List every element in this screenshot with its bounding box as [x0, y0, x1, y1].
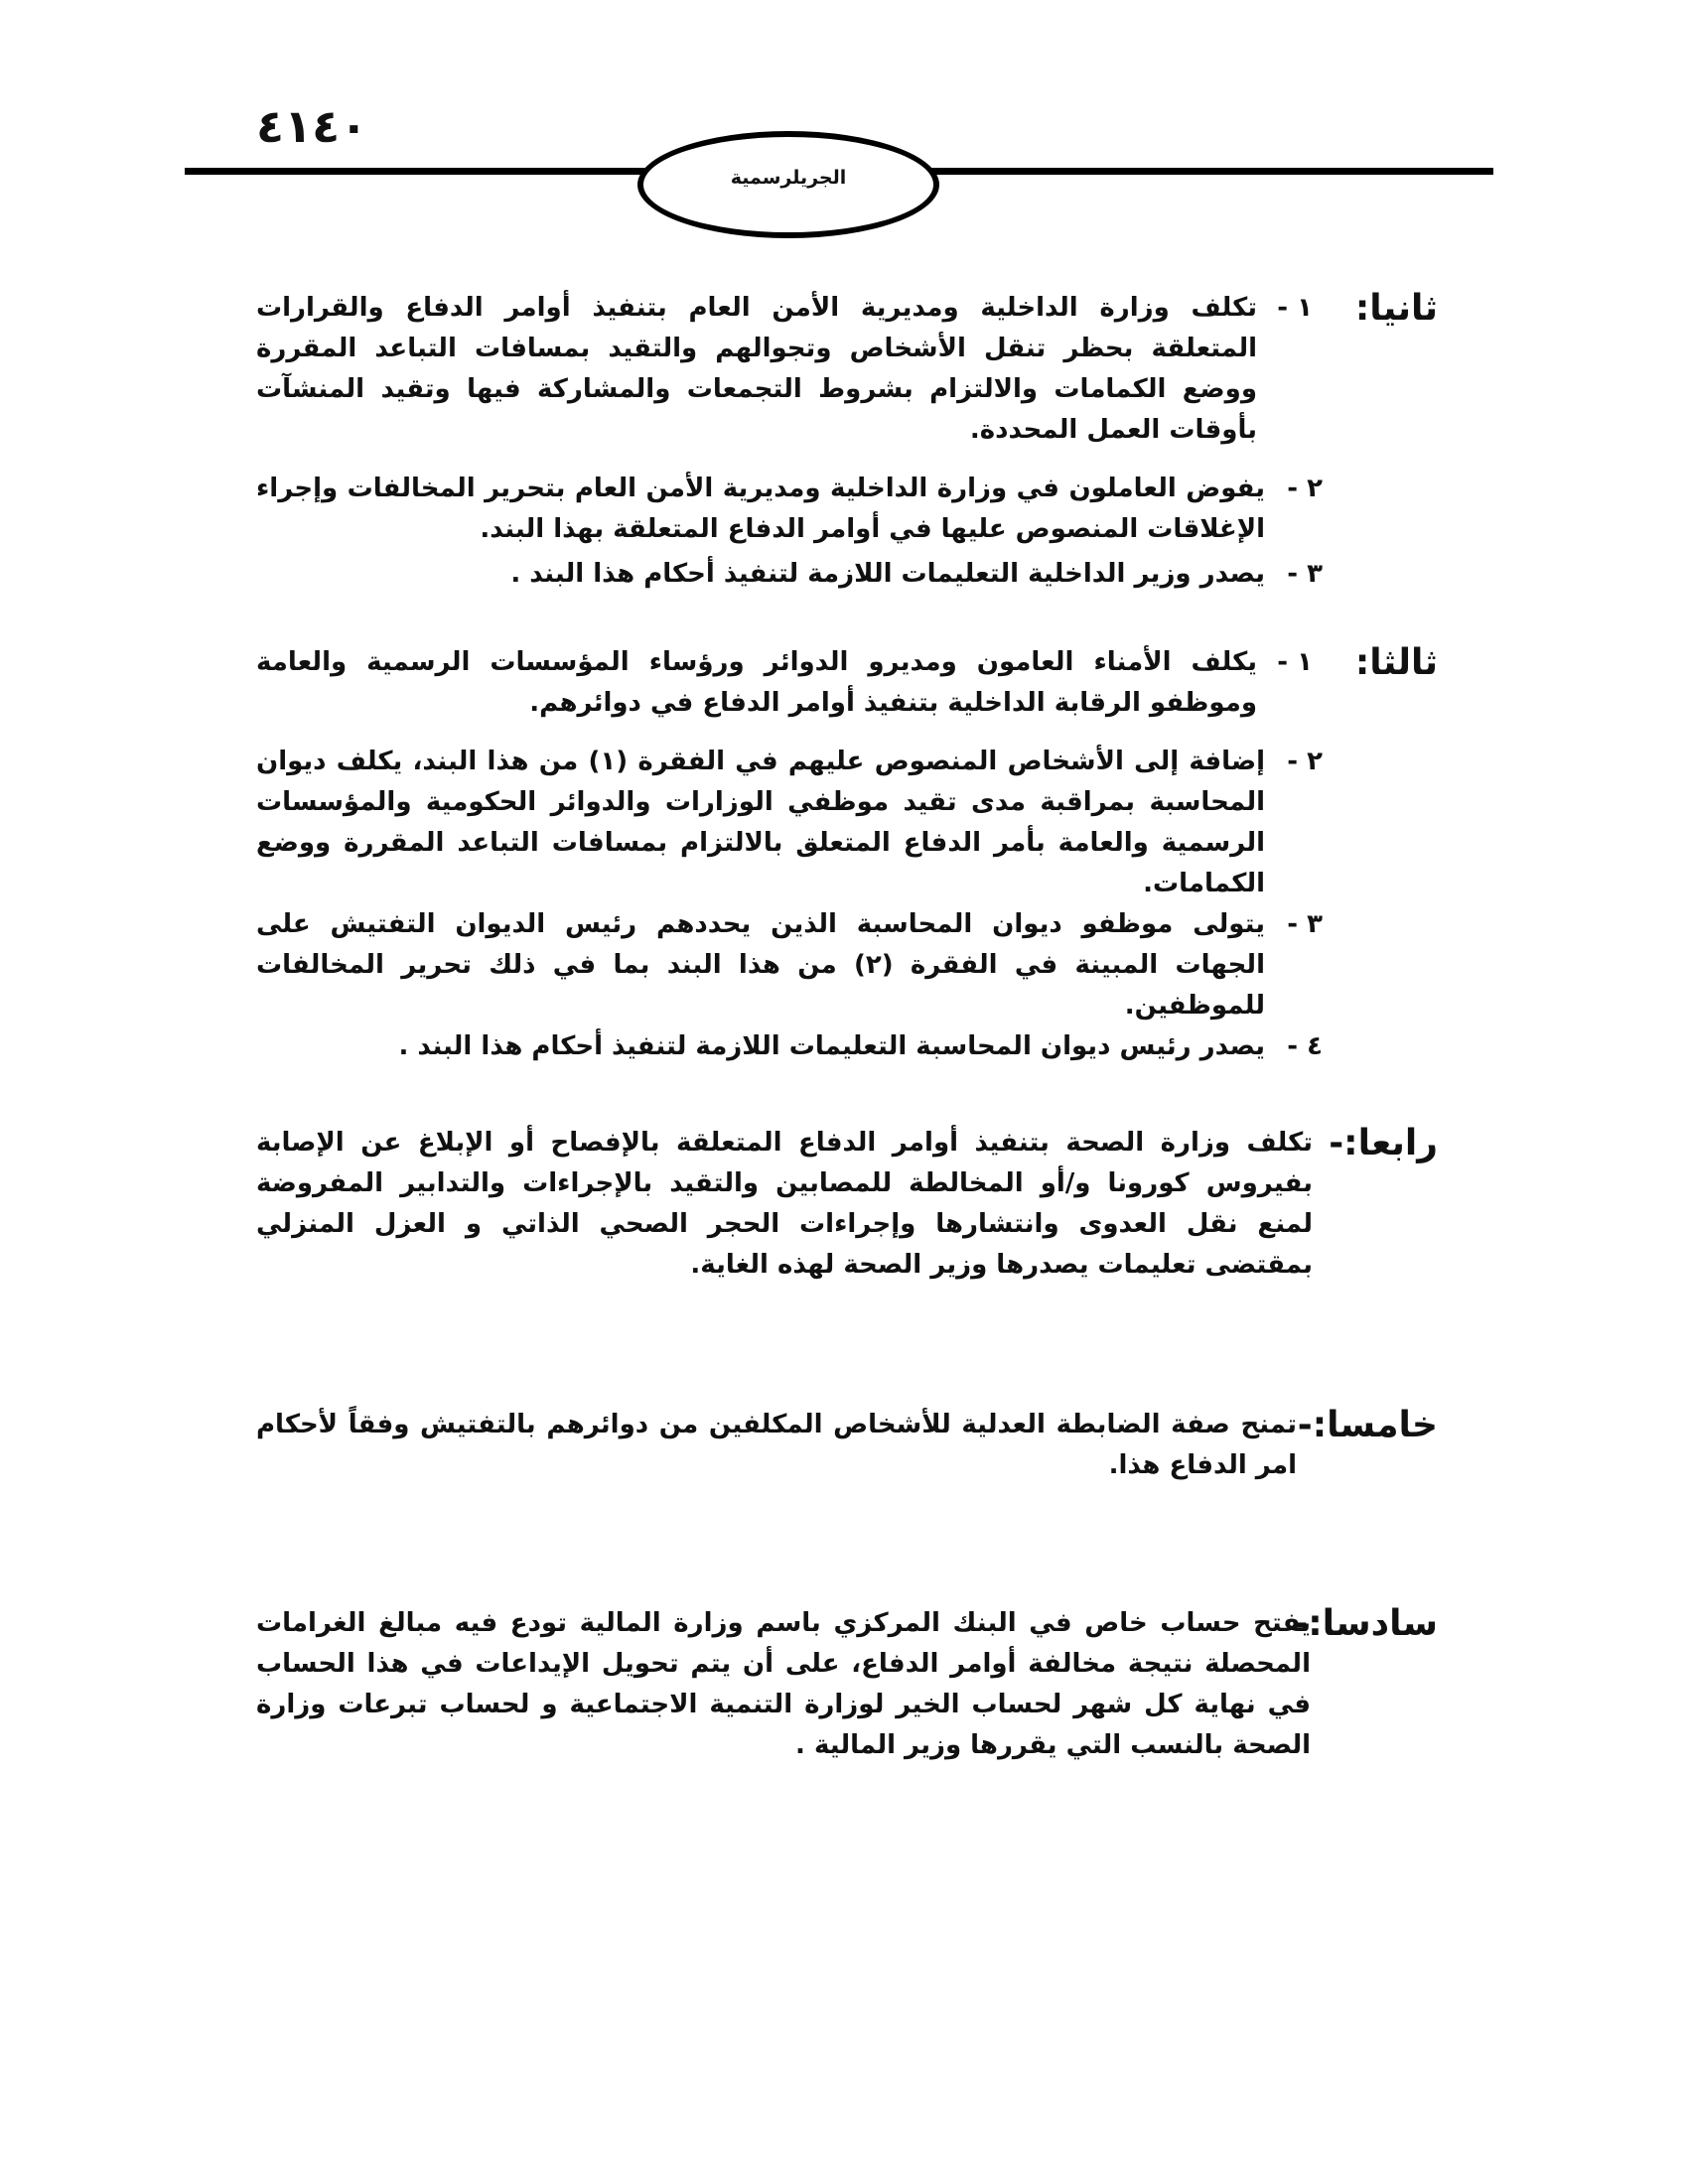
item-number: ١ -: [1277, 293, 1313, 323]
list-item: [256, 554, 1323, 595]
item-text: يفوض العاملون في وزارة الداخلية ومديرية الأمن العام بتحرير المخالفات وإجراء الإغلاقات المنصوص عليها في أوامر الدفاع المتعلقة بهذا البند.: [256, 474, 1265, 544]
article-second: [256, 288, 1438, 451]
article-second-items: [256, 469, 1323, 595]
gazette-title-oval: [637, 131, 939, 238]
article-fifth-text: تمنح صفة الضابطة العدلية للأشخاص المكلفين من دوائرهم بالتفتيش وفقاً لأحكام امر الدفاع هذا.: [256, 1410, 1297, 1480]
gazette-title: الجريلرسمية: [730, 167, 847, 189]
list-item: [256, 742, 1323, 904]
page-number: ٤١٤٠: [256, 99, 368, 153]
item-text: يتولى موظفو ديوان المحاسبة الذين يحددهم رئيس الديوان التفتيش على الجهات المبينة في الفقرة (٢) من هذا البند بما في ذلك تحرير المخالفات للموظفين.: [256, 909, 1265, 1021]
article-second-label: ثانيا:: [1354, 288, 1438, 329]
item-number: ٣ -: [1287, 909, 1323, 939]
item-number: ٤ -: [1287, 1031, 1323, 1061]
article-sixth: [256, 1603, 1438, 1766]
item-number: ٢ -: [1287, 747, 1323, 776]
item-text: يكلف الأمناء العامون ومديرو الدوائر ورؤساء المؤسسات الرسمية والعامة وموظفو الرقابة الداخلية بتنفيذ أوامر الدفاع في دوائرهم.: [256, 647, 1257, 718]
article-fourth: [256, 1123, 1438, 1286]
article-third-label: ثالثا:: [1354, 642, 1438, 683]
list-item: [256, 1026, 1323, 1067]
item-number: ١ -: [1277, 647, 1313, 677]
item-text: يصدر رئيس ديوان المحاسبة التعليمات اللازمة لتنفيذ أحكام هذا البند .: [398, 1031, 1265, 1061]
article-fourth-text: تكلف وزارة الصحة بتنفيذ أوامر الدفاع المتعلقة بالإفصاح أو الإبلاغ عن الإصابة بفيروس كورونا و/أو المخالطة للمصابين والتقيد بالإجراءات والتدابير المفروضة لمنع نقل العدوى وانتشارها وإجراءات الحجر الصحي الذاتي و العزل المنزلي بمقتضى تعليمات يصدرها وزير الصحة لهذه الغاية.: [256, 1128, 1313, 1280]
article-fifth-label: خامسا:-: [1297, 1405, 1438, 1445]
article-third-items: [256, 742, 1323, 1067]
item-number: ٣ -: [1287, 559, 1323, 589]
article-third: [256, 642, 1438, 724]
list-item: [256, 904, 1323, 1026]
article-sixth-label: سادسا:-: [1293, 1603, 1438, 1644]
item-text: تكلف وزارة الداخلية ومديرية الأمن العام بتنفيذ أوامر الدفاع والقرارات المتعلقة بحظر تنقل الأشخاص وتجوالهم والتقيد بمسافات التباعد المقررة ووضع الكمامات والالتزام بشروط التجمعات والمشاركة فيها وتقيد المنشآت بأوقات العمل المحددة.: [256, 293, 1257, 445]
article-fourth-label: رابعا:-: [1329, 1123, 1438, 1163]
document-body: [256, 288, 1438, 1766]
article-sixth-text: يفتح حساب خاص في البنك المركزي باسم وزارة المالية تودع فيه مبالغ الغرامات المحصلة نتيجة مخالفة أوامر الدفاع، على أن يتم تحويل الإيداعات في هذا الحساب في نهاية كل شهر لحساب الخير لوزارة التنمية الاجتماعية و لحساب تبرعات وزارة الصحة بالنسب التي يقررها وزير المالية .: [256, 1608, 1311, 1760]
item-number: ٢ -: [1287, 474, 1323, 503]
item-text: إضافة إلى الأشخاص المنصوص عليهم في الفقرة (١) من هذا البند، يكلف ديوان المحاسبة بمراقبة مدى تقيد موظفي الوزارات والدوائر الحكومية والمؤسسات الرسمية والعامة بأمر الدفاع المتعلق بالالتزام بمسافات التباعد المقررة ووضع الكمامات.: [256, 747, 1265, 898]
item-text: يصدر وزير الداخلية التعليمات اللازمة لتنفيذ أحكام هذا البند .: [510, 559, 1265, 589]
list-item: [256, 469, 1323, 550]
article-fifth: [256, 1405, 1438, 1486]
